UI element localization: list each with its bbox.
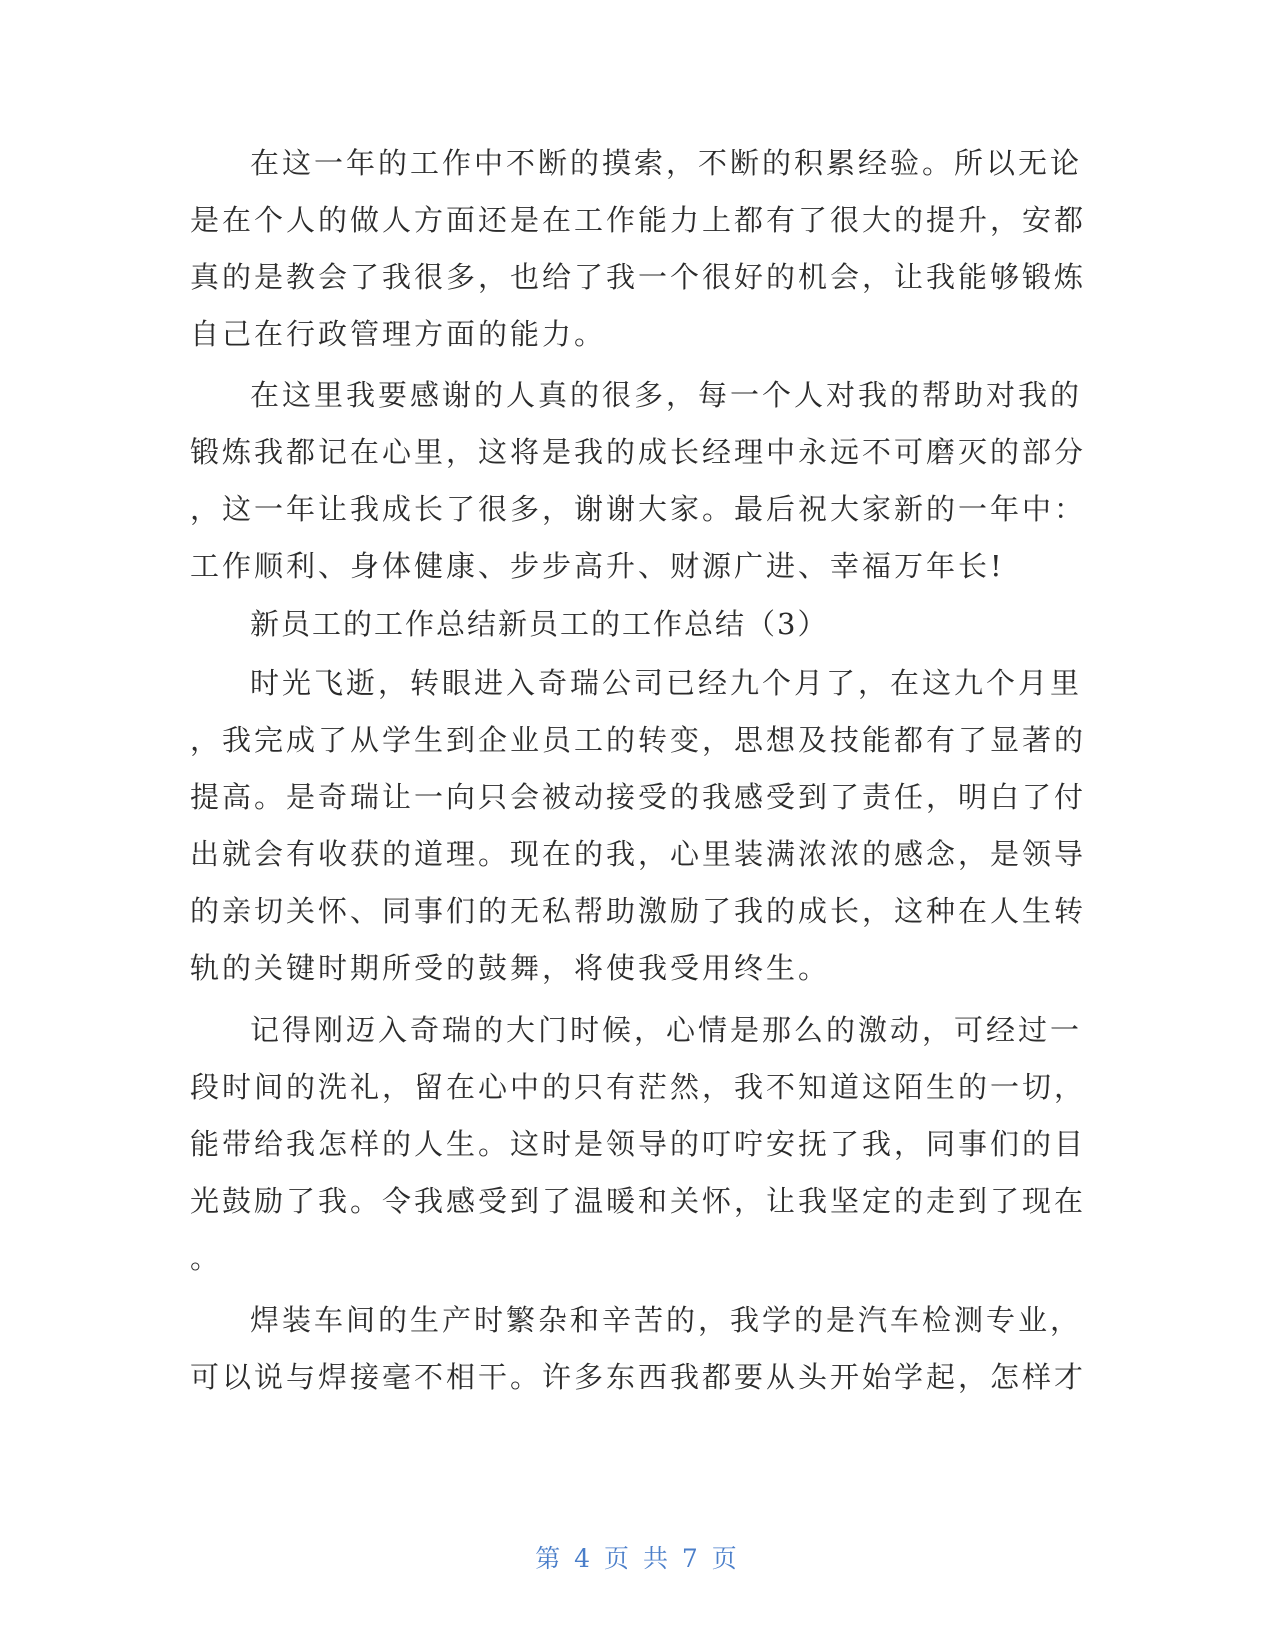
paragraph-line: 记得刚迈入奇瑞的大门时候，心情是那么的激动，可经过一 xyxy=(250,1013,1083,1047)
paragraph-line: 出就会有收获的道理。现在的我，心里装满浓浓的感念，是领导 xyxy=(190,837,1087,871)
paragraph-line: 时光飞逝，转眼进入奇瑞公司已经九个月了，在这九个月里 xyxy=(250,666,1083,700)
paragraph-line: 在这一年的工作中不断的摸索，不断的积累经验。所以无论 xyxy=(250,146,1083,180)
paragraph-line: 段时间的洗礼，留在心中的只有茫然，我不知道这陌生的一切， xyxy=(190,1070,1087,1104)
paragraph-line: ，这一年让我成长了很多，谢谢大家。最后祝大家新的一年中： xyxy=(190,492,1087,526)
paragraph-line: 。 xyxy=(190,1241,223,1275)
paragraph-line: 在这里我要感谢的人真的很多，每一个人对我的帮助对我的 xyxy=(250,378,1083,412)
paragraph-line: 提高。是奇瑞让一向只会被动接受的我感受到了责任，明白了付 xyxy=(190,780,1087,814)
paragraph-line: 焊装车间的生产时繁杂和辛苦的，我学的是汽车检测专业， xyxy=(250,1303,1083,1337)
paragraph-line: 工作顺利、身体健康、步步高升、财源广进、幸福万年长! xyxy=(190,549,1005,583)
paragraph-line: 锻炼我都记在心里，这将是我的成长经理中永远不可磨灭的部分 xyxy=(190,435,1087,469)
paragraph-line: 可以说与焊接毫不相干。许多东西我都要从头开始学起，怎样才 xyxy=(190,1360,1087,1394)
paragraph-line: 的亲切关怀、同事们的无私帮助激励了我的成长，这种在人生转 xyxy=(190,894,1087,928)
paragraph-line: 光鼓励了我。令我感受到了温暖和关怀，让我坚定的走到了现在 xyxy=(190,1184,1087,1218)
paragraph-line: 能带给我怎样的人生。这时是领导的叮咛安抚了我，同事们的目 xyxy=(190,1127,1087,1161)
paragraph-line: 自己在行政管理方面的能力。 xyxy=(190,317,607,351)
page-number-footer: 第 4 页 共 7 页 xyxy=(535,1544,740,1573)
paragraph-line: ，我完成了从学生到企业员工的转变，思想及技能都有了显著的 xyxy=(190,723,1087,757)
paragraph-line: 真的是教会了我很多，也给了我一个很好的机会，让我能够锻炼 xyxy=(190,260,1087,294)
paragraph-line: 轨的关键时期所受的鼓舞，将使我受用终生。 xyxy=(190,951,831,985)
paragraph-line: 是在个人的做人方面还是在工作能力上都有了很大的提升，安都 xyxy=(190,203,1087,237)
section-heading: 新员工的工作总结新员工的工作总结（3） xyxy=(250,607,829,641)
